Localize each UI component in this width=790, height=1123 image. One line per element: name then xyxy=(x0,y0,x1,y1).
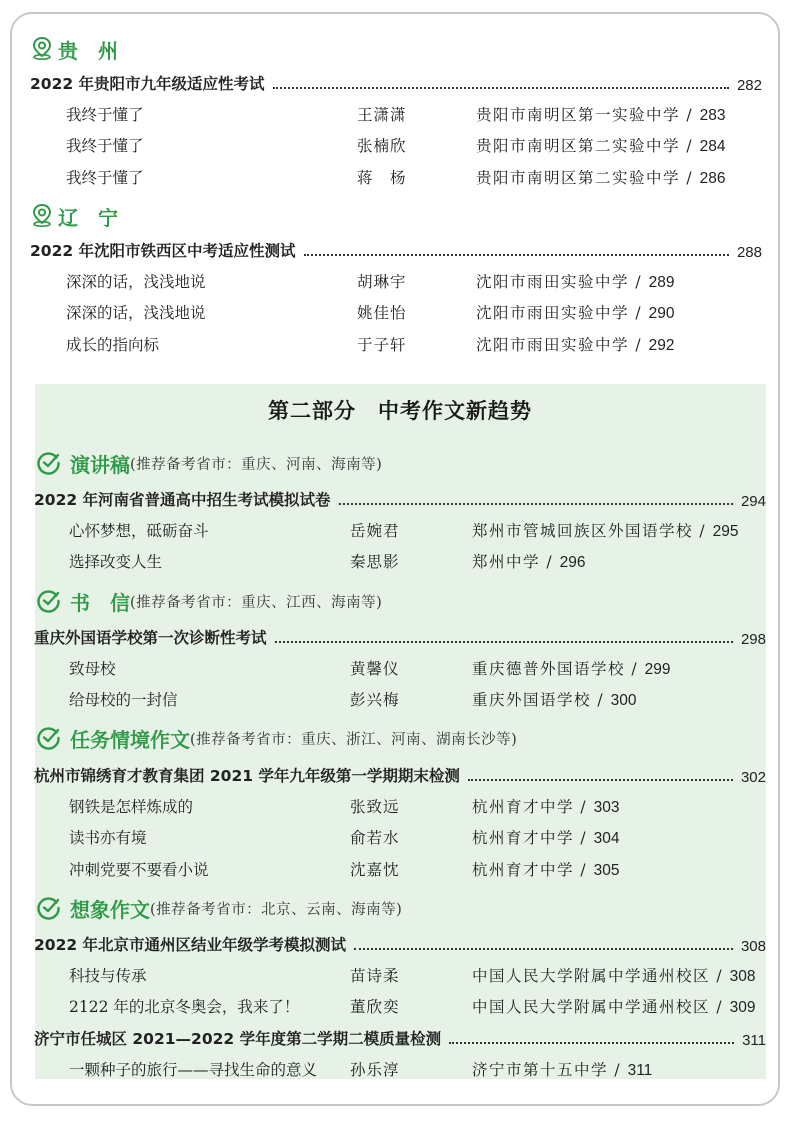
entry-school xyxy=(476,301,674,323)
toc-entry[interactable] xyxy=(0,858,790,880)
entry-title: 2122 年的北京冬奥会，我来了！ xyxy=(69,998,300,1016)
category-note: (推荐备考省市：重庆、江西、海南等) xyxy=(130,595,383,611)
dot-leader xyxy=(339,503,733,505)
exam-title: 重庆外国语学校第一次诊断性考试 xyxy=(34,629,267,647)
dot-leader xyxy=(273,87,729,89)
entry-school xyxy=(476,333,674,355)
school-name: 贵阳市南明区第一实验中学 / xyxy=(476,106,694,124)
school-name: 中国人民大学附属中学通州校区 / xyxy=(472,967,724,985)
page-number: 283 xyxy=(699,107,726,124)
school-name: 沈阳市雨田实验中学 / xyxy=(476,336,643,354)
entry-title: 成长的指向标 xyxy=(66,336,160,354)
school-name: 中国人民大学附属中学通州校区 / xyxy=(472,998,724,1016)
entry-school xyxy=(476,270,674,292)
category-note: (推荐备考省市：北京、云南、海南等) xyxy=(150,902,403,918)
school-name: 杭州育才中学 / xyxy=(472,829,588,847)
toc-entry[interactable] xyxy=(0,301,790,323)
toc-entry[interactable] xyxy=(0,333,790,355)
entry-school xyxy=(476,166,725,188)
entry-author: 苗诗柔 xyxy=(350,967,400,985)
page-number: 303 xyxy=(593,799,620,816)
exam-title: 2022 年贵阳市九年级适应性考试 xyxy=(30,75,265,93)
check-circle-icon xyxy=(37,896,61,920)
entry-author: 黄馨仪 xyxy=(350,660,400,678)
school-name: 郑州市管城回族区外国语学校 / xyxy=(472,522,707,540)
entry-title: 给母校的一封信 xyxy=(69,691,178,709)
entry-author: 蒋 杨 xyxy=(357,169,407,187)
toc-entry[interactable] xyxy=(0,688,790,710)
entry-school xyxy=(472,688,636,710)
school-name: 重庆外国语学校 / xyxy=(472,691,605,709)
dot-leader xyxy=(468,779,733,781)
entry-author: 俞若水 xyxy=(350,829,400,847)
exam-line xyxy=(34,626,766,648)
toc-entry[interactable] xyxy=(0,1058,790,1080)
toc-entry[interactable] xyxy=(0,964,790,986)
category-name: 书 信 xyxy=(70,591,130,615)
category-heading xyxy=(70,894,402,923)
exam-line xyxy=(34,933,766,955)
school-name: 沈阳市雨田实验中学 / xyxy=(476,304,643,322)
entry-school xyxy=(472,795,619,817)
dot-leader xyxy=(304,254,729,256)
region-heading: 辽 宁 xyxy=(58,206,118,230)
check-circle-icon xyxy=(37,589,61,613)
exam-title: 杭州市锦绣育才教育集团 2021 学年九年级第一学期期末检测 xyxy=(34,767,460,785)
page-number: 286 xyxy=(699,170,726,187)
entry-title: 选择改变人生 xyxy=(69,553,163,571)
dot-leader xyxy=(354,948,733,950)
entry-author: 张楠欣 xyxy=(357,137,407,155)
entry-title: 我终于懂了 xyxy=(66,106,144,124)
toc-entry[interactable] xyxy=(0,550,790,572)
page-number: 282 xyxy=(736,77,762,94)
page-number: 300 xyxy=(610,692,637,709)
entry-title: 一颗种子的旅行——寻找生命的意义 xyxy=(69,1061,318,1079)
page-number: 305 xyxy=(593,862,620,879)
entry-title: 心怀梦想，砥砺奋斗 xyxy=(69,522,209,540)
entry-school xyxy=(472,826,619,848)
location-pin-icon xyxy=(31,203,53,227)
exam-line xyxy=(30,72,762,94)
entry-author: 孙乐淳 xyxy=(350,1061,400,1079)
entry-title: 致母校 xyxy=(69,660,116,678)
toc-entry[interactable] xyxy=(0,795,790,817)
entry-author: 姚佳怡 xyxy=(357,304,407,322)
entry-school xyxy=(476,103,725,125)
toc-entry[interactable] xyxy=(0,103,790,125)
category-heading xyxy=(70,724,517,753)
entry-school xyxy=(472,657,670,679)
entry-title: 冲刺党要不要看小说 xyxy=(69,861,209,879)
entry-title: 科技与传承 xyxy=(69,967,147,985)
exam-title: 济宁市任城区 2021—2022 学年度第二学期二模质量检测 xyxy=(34,1030,442,1048)
toc-entry[interactable] xyxy=(0,134,790,156)
page-number: 311 xyxy=(742,1032,766,1049)
page-number: 284 xyxy=(699,138,726,155)
entry-title: 深深的话，浅浅地说 xyxy=(66,273,206,291)
entry-title: 读书亦有境 xyxy=(69,829,147,847)
dot-leader xyxy=(449,1042,734,1044)
toc-entry[interactable] xyxy=(0,519,790,541)
entry-author: 于子轩 xyxy=(357,336,407,354)
entry-school xyxy=(472,995,755,1017)
page-number: 298 xyxy=(740,631,766,648)
check-circle-icon xyxy=(37,726,61,750)
category-heading xyxy=(70,449,382,478)
school-name: 重庆德普外国语学校 / xyxy=(472,660,639,678)
page-number: 299 xyxy=(644,661,671,678)
entry-title: 我终于懂了 xyxy=(66,137,144,155)
school-name: 沈阳市雨田实验中学 / xyxy=(476,273,643,291)
category-name: 任务情境作文 xyxy=(70,728,190,752)
page-number: 288 xyxy=(736,244,762,261)
page-number: 289 xyxy=(648,274,675,291)
exam-title: 2022 年河南省普通高中招生考试模拟试卷 xyxy=(34,491,331,509)
entry-author: 彭兴梅 xyxy=(350,691,400,709)
toc-entry[interactable] xyxy=(0,995,790,1017)
region-heading: 贵 州 xyxy=(58,39,118,63)
entry-author: 胡琳宇 xyxy=(357,273,407,291)
entry-school xyxy=(472,519,738,541)
page-number: 311 xyxy=(627,1062,653,1079)
category-note: (推荐备考省市：重庆、浙江、河南、湖南长沙等) xyxy=(190,732,518,748)
entry-school xyxy=(472,550,585,572)
entry-author: 秦思影 xyxy=(350,553,400,571)
exam-title: 2022 年沈阳市铁西区中考适应性测试 xyxy=(30,242,296,260)
category-name: 演讲稿 xyxy=(70,453,130,477)
entry-author: 张致远 xyxy=(350,798,400,816)
entry-school xyxy=(472,858,619,880)
category-note: (推荐备考省市：重庆、河南、海南等) xyxy=(130,457,383,473)
page-number: 309 xyxy=(729,999,756,1016)
location-pin-icon xyxy=(31,36,53,60)
exam-line xyxy=(34,488,766,510)
toc-entry[interactable] xyxy=(0,166,790,188)
entry-title: 深深的话，浅浅地说 xyxy=(66,304,206,322)
entry-school xyxy=(476,134,725,156)
toc-entry[interactable] xyxy=(0,826,790,848)
exam-title: 2022 年北京市通州区结业年级学考模拟测试 xyxy=(34,936,347,954)
school-name: 贵阳市南明区第二实验中学 / xyxy=(476,169,694,187)
page-number: 302 xyxy=(740,769,766,786)
exam-line xyxy=(30,239,762,261)
entry-school xyxy=(472,964,755,986)
category-name: 想象作文 xyxy=(70,898,150,922)
category-heading xyxy=(70,587,382,616)
page-number: 304 xyxy=(593,830,620,847)
dot-leader xyxy=(275,641,733,643)
school-name: 济宁市第十五中学 / xyxy=(472,1061,622,1079)
exam-line xyxy=(34,764,766,786)
page-number: 308 xyxy=(729,968,756,985)
school-name: 贵阳市南明区第二实验中学 / xyxy=(476,137,694,155)
entry-title: 钢铁是怎样炼成的 xyxy=(69,798,194,816)
page-number: 295 xyxy=(712,523,739,540)
exam-line xyxy=(34,1027,766,1049)
entry-author: 王潇潇 xyxy=(357,106,407,124)
entry-title: 我终于懂了 xyxy=(66,169,144,187)
school-name: 杭州育才中学 / xyxy=(472,798,588,816)
page-number: 308 xyxy=(740,938,766,955)
toc-entry[interactable] xyxy=(0,657,790,679)
page-number: 294 xyxy=(740,493,766,510)
entry-author: 岳婉君 xyxy=(350,522,400,540)
toc-entry[interactable] xyxy=(0,270,790,292)
entry-author: 董欣奕 xyxy=(350,998,400,1016)
school-name: 郑州中学 / xyxy=(472,553,554,571)
page-number: 290 xyxy=(648,305,675,322)
page-number: 296 xyxy=(559,554,586,571)
check-circle-icon xyxy=(37,451,61,475)
entry-school xyxy=(472,1058,652,1080)
entry-author: 沈嘉忱 xyxy=(350,861,400,879)
school-name: 杭州育才中学 / xyxy=(472,861,588,879)
page-number: 292 xyxy=(648,337,675,354)
part-title: 第二部分 中考作文新趋势 xyxy=(268,399,532,423)
